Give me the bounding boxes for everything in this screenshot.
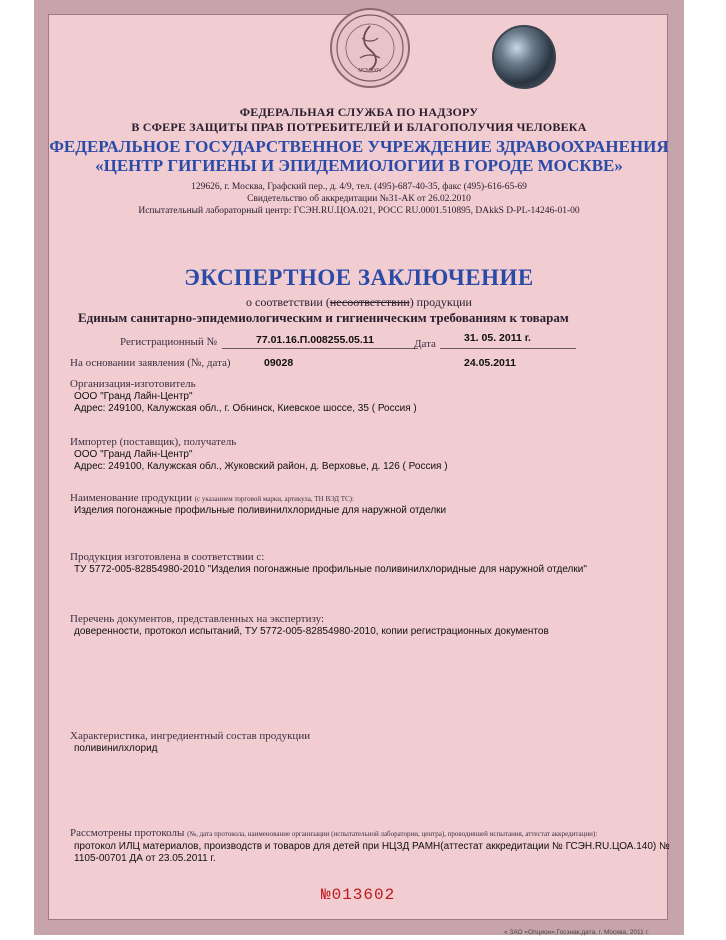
agency-line-2: В СФЕРЕ ЗАЩИТЫ ПРАВ ПОТРЕБИТЕЛЕЙ И БЛАГОПОЛУЧИЯ ЧЕЛОВЕКА [131, 120, 587, 134]
registration-number: 77.01.16.П.008255.05.11 [256, 334, 374, 346]
application-date: 24.05.2011 [464, 357, 516, 369]
printer-footer: « ЗАО «Опцион»,Госзнак,дата, г. Москва, 2011 г. [504, 929, 649, 936]
institution-address: 129626, г. Москва, Графский пер., д. 4/9, тел. (495)-687-40-35, факс (495)-616-65-69 [191, 182, 527, 192]
made-per-value: ТУ 5772-005-82854980-2010 "Изделия погонажные профильные поливинилхлоридные для наружной отделки" [74, 564, 587, 575]
manufacturer-label: Организация-изготовитель [70, 378, 196, 390]
importer-label: Импортер (поставщик), получатель [70, 436, 237, 448]
institution-line-2: «ЦЕНТР ГИГИЕНЫ И ЭПИДЕМИОЛОГИИ В ГОРОДЕ МОСКВЕ» [95, 156, 623, 175]
product-label-note: (с указанием торговой марки, артикула, ТН ВЭД ТС): [194, 495, 354, 503]
document-subtitle-line-2: Единым санитарно-эпидемиологическим и гигиеническим требованиям к товарам [78, 310, 569, 325]
documents-label: Перечень документов, представленных на экспертизу: [70, 613, 325, 625]
seal-inscription: MCMXXIV [358, 68, 382, 74]
documents-value: доверенности, протокол испытаний, ТУ 5772-005-82854980-2010, копии регистрационных документов [74, 626, 549, 637]
document-title: ЭКСПЕРТНОЕ ЗАКЛЮЧЕНИЕ [184, 265, 534, 290]
product-name: Изделия погонажные профильные поливинилхлоридные для наружной отделки [74, 505, 447, 516]
product-label: Наименование продукции (с указанием торговой марки, артикула, ТН ВЭД ТС): [70, 492, 354, 504]
serial-number: №013602 [321, 886, 396, 904]
registration-date: 31. 05. 2011 г. [464, 332, 531, 344]
certificate-sheet [34, 0, 684, 935]
document-subtitle: о соответствии (несоответствии) продукции [246, 295, 472, 309]
composition-value: поливинилхлорид [74, 743, 158, 754]
protocols-value-line-2: 1105-00701 ДА от 23.05.2011 г. [74, 853, 216, 864]
hologram-sticker-icon [492, 25, 556, 89]
protocols-label: Рассмотрены протоколы (№, дата протокола, наименование организации (испытательной лаборатории, центра), проводившей испытания, аттестат аккредитации): [70, 827, 598, 839]
institution-line-1: ФЕДЕРАЛЬНОЕ ГОСУДАРСТВЕННОЕ УЧРЕЖДЕНИЕ ЗДРАВООХРАНЕНИЯ [49, 137, 669, 156]
composition-label: Характеристика, ингредиентный состав продукции [70, 730, 311, 742]
protocols-value-line-1: протокол ИЛЦ материалов, производств и товаров для детей при НЦЗД РАМН(аттестат аккредитации № ГСЭН.RU.ЦОА.140) № [74, 841, 670, 852]
importer-address: Адрес: 249100, Калужская обл., Жуковский район, д. Верховье, д. 126 ( Россия ) [74, 461, 448, 472]
accreditation-certificate: Свидетельство об аккредитации №31-АК от 26.02.2010 [247, 194, 471, 204]
registration-date-label: Дата [414, 338, 436, 350]
made-per-label: Продукция изготовлена в соответствии с: [70, 551, 265, 563]
importer-name: ООО "Гранд Лайн-Центр" [74, 449, 193, 460]
manufacturer-address: Адрес: 249100, Калужская обл., г. Обнинск, Киевское шоссе, 35 ( Россия ) [74, 403, 417, 414]
manufacturer-name: ООО "Гранд Лайн-Центр" [74, 391, 193, 402]
agency-line-1: ФЕДЕРАЛЬНАЯ СЛУЖБА ПО НАДЗОРУ [239, 105, 479, 119]
application-label: На основании заявления (№, дата) [70, 357, 231, 369]
application-number: 09028 [264, 357, 294, 369]
protocols-label-note: (№, дата протокола, наименование организации (испытательной лаборатории, центра), проводившей испытания, аттестат аккредитации): [187, 830, 598, 838]
struck-word: несоответствии [329, 295, 410, 309]
emblem-seal-icon [330, 8, 410, 88]
testing-lab-center: Испытательный лабораторный центр: ГСЭН.RU.ЦОА.021, РОСС RU.0001.510895, DAkkS D-PL-14246-01-00 [138, 206, 580, 216]
registration-label: Регистрационный № [120, 336, 218, 348]
